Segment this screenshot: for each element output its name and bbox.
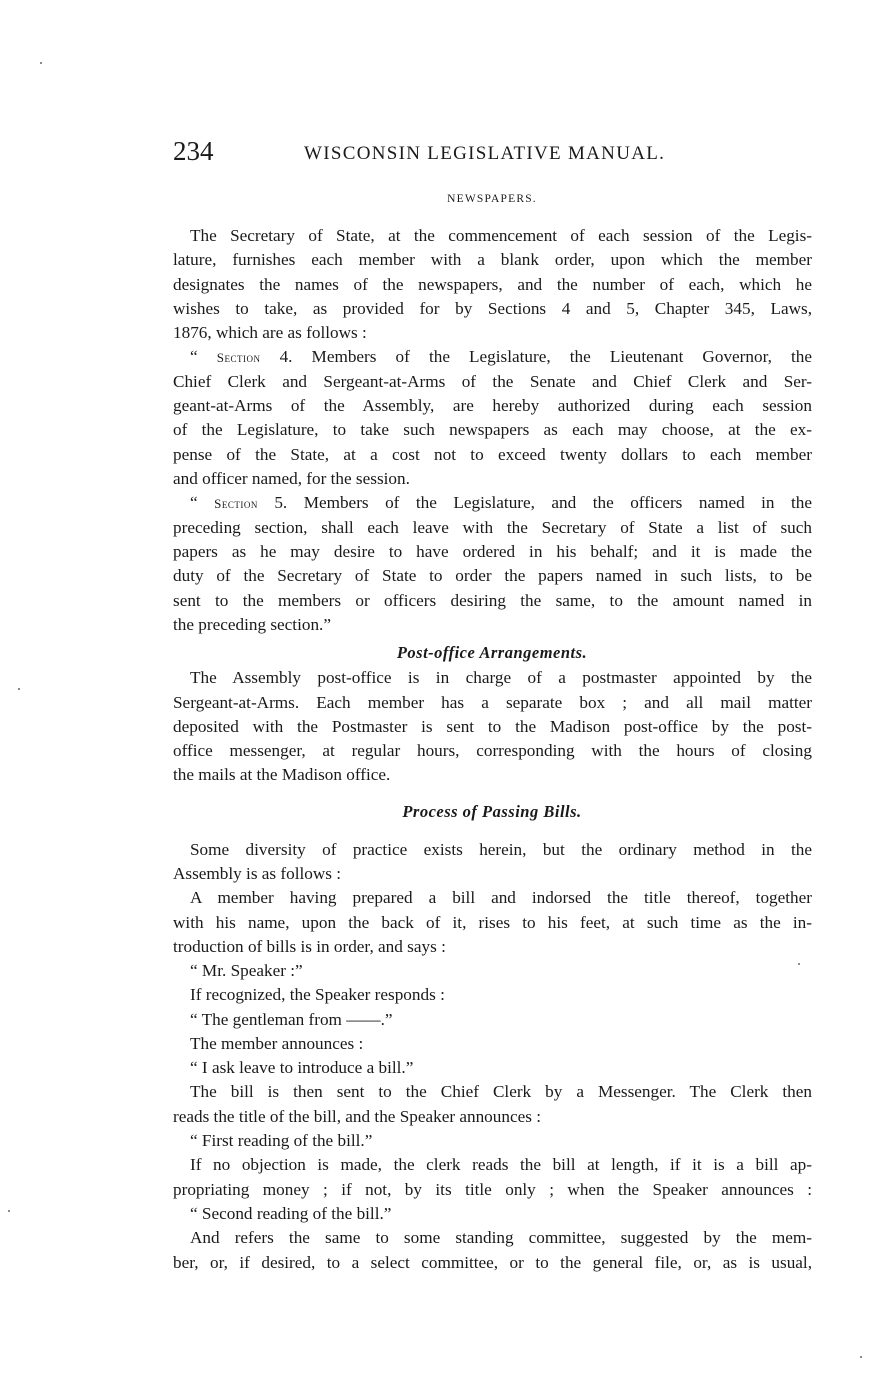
paragraph-line: The Assembly post-office is in charge of a postmaster appointed by the bbox=[190, 668, 812, 687]
open-quote: “ bbox=[190, 347, 217, 366]
paragraph-line: Assembly is as follows : bbox=[173, 864, 342, 883]
paragraph-line: “ First reading of the bill.” bbox=[190, 1131, 373, 1150]
paragraph-line: lature, furnishes each member with a blank order, upon which the member bbox=[173, 250, 812, 269]
paragraph-line: and officer named, for the session. bbox=[173, 469, 410, 488]
paragraph-line: ber, or, if desired, to a select committee, or to the general file, or, as is usual, bbox=[173, 1253, 812, 1272]
paragraph-line: propriating money ; if not, by its title only ; when the Speaker announces : bbox=[173, 1180, 812, 1199]
paragraph-line: with his name, upon the back of it, rises to his feet, at such time as the in- bbox=[173, 913, 812, 932]
section-caption: NEWSPAPERS. bbox=[447, 193, 537, 205]
paragraph-line: reads the title of the bill, and the Speaker announces : bbox=[173, 1107, 541, 1126]
paragraph-line: pense of the State, at a cost not to exceed twenty dollars to each member bbox=[173, 445, 812, 464]
scan-speck bbox=[18, 688, 20, 690]
paragraph-line: 1876, which are as follows : bbox=[173, 323, 367, 342]
section-5-first-line bbox=[190, 493, 812, 514]
paragraph-line: “ The gentleman from ——.” bbox=[190, 1010, 393, 1029]
running-title: WISCONSIN LEGISLATIVE MANUAL. bbox=[304, 143, 666, 164]
paragraph-line: designates the names of the newspapers, and the number of each, which he bbox=[173, 275, 812, 294]
paragraph-line: Some diversity of practice exists herein, but the ordinary method in the bbox=[190, 840, 812, 859]
paragraph-line: troduction of bills is in order, and says : bbox=[173, 937, 446, 956]
paragraph-line: papers as he may desire to have ordered in his behalf; and it is made the bbox=[173, 542, 812, 561]
paragraph-line: the mails at the Madison office. bbox=[173, 765, 391, 784]
paragraph-line: office messenger, at regular hours, corresponding with the hours of closing bbox=[173, 741, 812, 760]
scan-speck bbox=[8, 1210, 10, 1212]
paragraph-line: “ Mr. Speaker :” bbox=[190, 961, 303, 980]
paragraph-line: deposited with the Postmaster is sent to the Madison post-office by the post- bbox=[173, 717, 812, 736]
paragraph-line: The member announces : bbox=[190, 1034, 364, 1053]
paragraph-line: A member having prepared a bill and indorsed the title thereof, together bbox=[190, 888, 812, 907]
paragraph-line: of the Legislature, to take such newspapers as each may choose, at the ex- bbox=[173, 420, 812, 439]
scan-speck bbox=[860, 1356, 862, 1358]
paragraph-line: wishes to take, as provided for by Sections 4 and 5, Chapter 345, Laws, bbox=[173, 299, 812, 318]
page-header bbox=[173, 136, 813, 168]
page-number: 234 bbox=[173, 136, 214, 166]
paragraph-line: The bill is then sent to the Chief Clerk by a Messenger. The Clerk then bbox=[190, 1082, 812, 1101]
section-4-first-line bbox=[190, 347, 812, 368]
scan-speck bbox=[798, 963, 800, 965]
paragraph-line: And refers the same to some standing committee, suggested by the mem- bbox=[190, 1228, 812, 1247]
paragraph-line: Chief Clerk and Sergeant-at-Arms of the Senate and Chief Clerk and Ser- bbox=[173, 372, 812, 391]
paragraph-line: the preceding section.” bbox=[173, 615, 331, 634]
section-heading: Process of Passing Bills. bbox=[402, 802, 582, 821]
paragraph-line: preceding section, shall each leave with the Secretary of State a list of such bbox=[173, 518, 812, 537]
paragraph-line: “ I ask leave to introduce a bill.” bbox=[190, 1058, 414, 1077]
paragraph-line: “ Second reading of the bill.” bbox=[190, 1204, 392, 1223]
paragraph-line: If recognized, the Speaker responds : bbox=[190, 985, 445, 1004]
paragraph-line: If no objection is made, the clerk reads the bill at length, if it is a bill ap- bbox=[190, 1155, 812, 1174]
paragraph-line: The Secretary of State, at the commencement of each session of the Legis- bbox=[190, 226, 812, 245]
scan-speck bbox=[40, 62, 42, 64]
section-heading: Post-office Arrangements. bbox=[396, 643, 588, 662]
section-label: Section bbox=[216, 350, 261, 365]
paragraph-line: sent to the members or officers desiring the same, to the amount named in bbox=[173, 591, 812, 610]
section-text: 4. Members of the Legislature, the Lieutenant Governor, the bbox=[260, 347, 812, 366]
section-label: Section bbox=[214, 496, 258, 511]
open-quote: “ bbox=[190, 493, 215, 512]
paragraph-line: geant-at-Arms of the Assembly, are hereby authorized during each session bbox=[173, 396, 812, 415]
paragraph-line: duty of the Secretary of State to order the papers named in such lists, to be bbox=[173, 566, 812, 585]
section-text: 5. Members of the Legislature, and the officers named in the bbox=[257, 493, 812, 512]
paragraph-line: Sergeant-at-Arms. Each member has a separate box ; and all mail matter bbox=[173, 693, 812, 712]
